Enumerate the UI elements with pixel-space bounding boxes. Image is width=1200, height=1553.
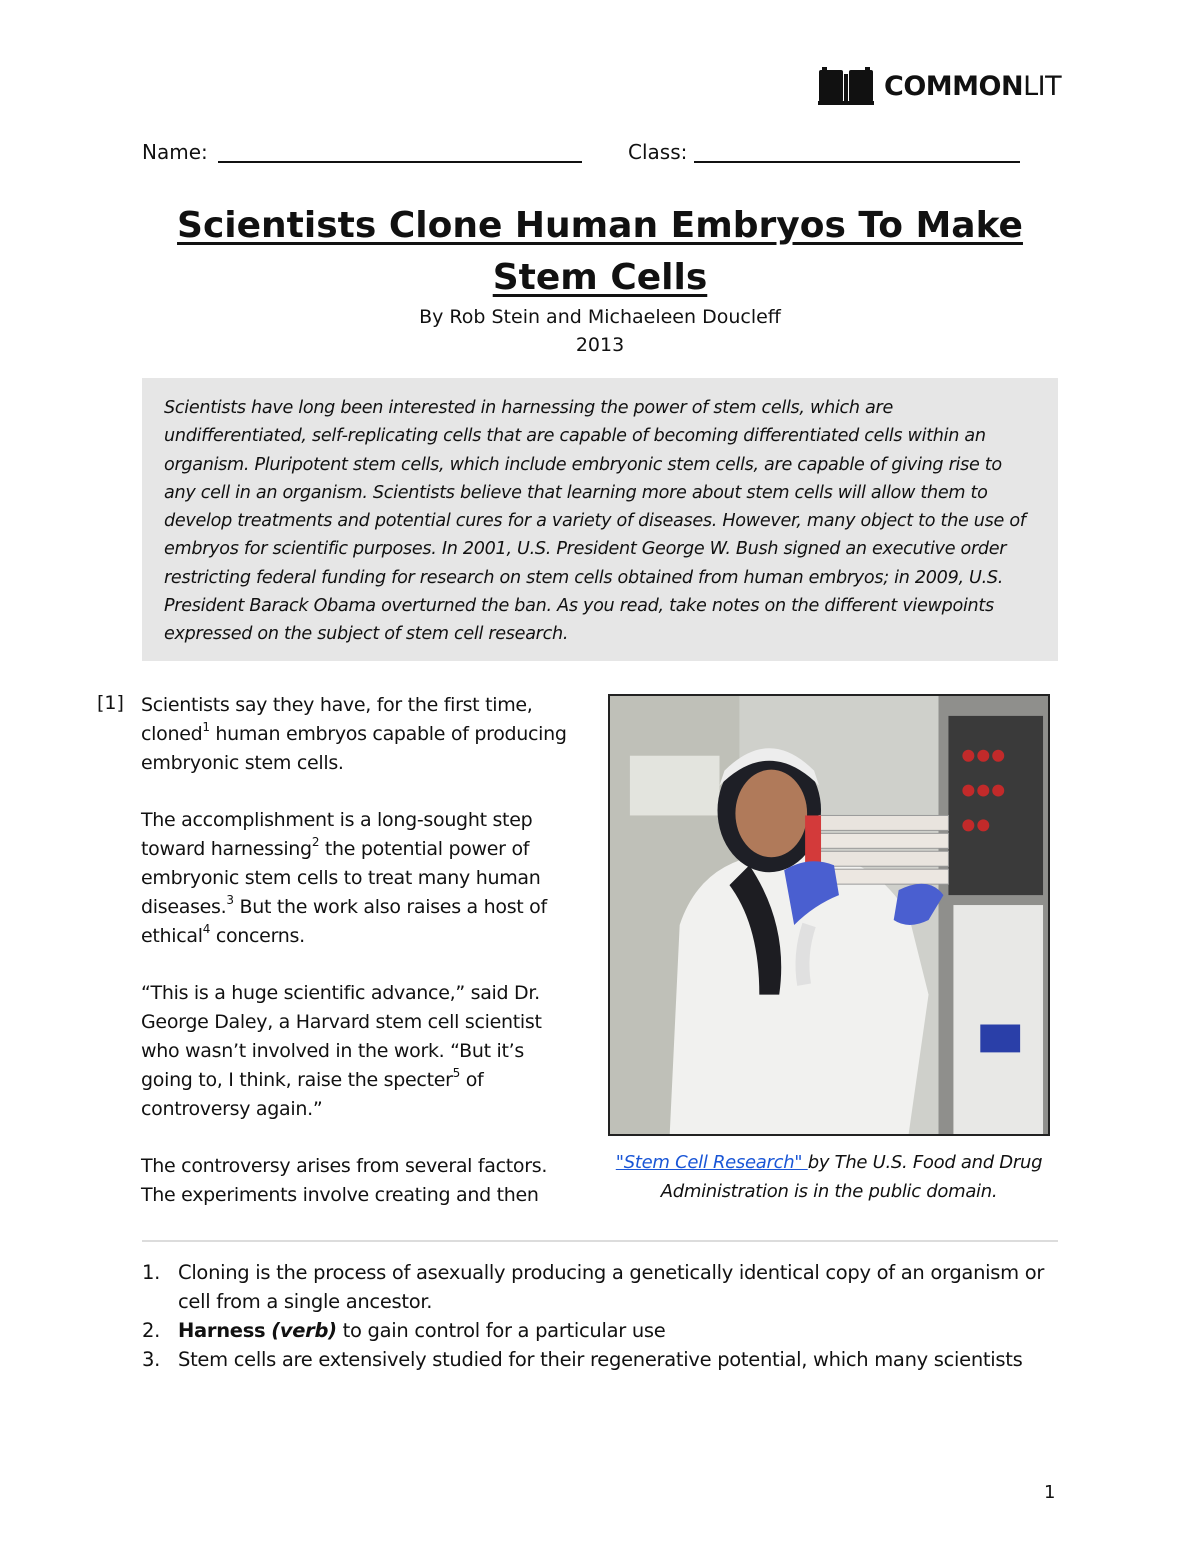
commonlit-logo: [818, 66, 1061, 106]
footnote-ref-3[interactable]: 3: [226, 892, 234, 907]
name-label: Name:: [142, 140, 208, 164]
name-blank-line[interactable]: [218, 161, 582, 163]
footnote-ref-4[interactable]: 4: [202, 921, 211, 936]
open-book-icon: [818, 66, 874, 106]
scientist-photo: [608, 694, 1050, 1136]
article-body: [141, 691, 581, 1238]
intro-box: [142, 378, 1058, 661]
footnote-ref-1[interactable]: 1: [202, 719, 210, 734]
footnote-3: 3. Stem cells are extensively studied for their regenerative potential, which many scientists: [142, 1348, 1023, 1371]
class-blank-line[interactable]: [694, 161, 1020, 163]
paragraph-4: The controversy arises from several factors. The experiments involve creating and then: [141, 1155, 548, 1206]
footnote-1: 1. Cloning is the process of asexually producing a genetically identical copy of an organism or cell from a single ancestor.: [142, 1261, 1045, 1313]
footnote-2: 2. Harness (verb) to gain control for a particular use: [142, 1319, 666, 1342]
logo-wordmark: COMMONLIT: [884, 70, 1062, 102]
photo-scientist-holding-cell-culture-flasks: [610, 696, 1048, 1134]
page-number: 1: [1044, 1482, 1056, 1503]
paragraph-number: [1]: [97, 692, 124, 714]
article-year: 2013: [575, 334, 625, 356]
caption-link[interactable]: "Stem Cell Research": [615, 1152, 808, 1173]
student-info-row: [142, 138, 1060, 168]
footnotes: [142, 1258, 1062, 1374]
paragraph-1: Scientists say they have, for the first time, cloned$^1$ human embryos capable of producing embryonic stem cells.: [141, 694, 567, 774]
footnote-divider: [142, 1240, 1058, 1242]
intro-text: Scientists have long been interested in harnessing the power of stem cells, which are undifferentiated, self-replicating cells that are capable of becoming differentiated cells within an organism. Pluripotent stem cells, which include embryonic stem cells, are capable of giving rise to any cell in an organism. Scientists believe that learning more about stem cells will allow them to develop treatments and potential cures for a variety of diseases. However, many object to the use of embryos for scientific purposes. In 2001, U.S. President George W. Bush signed an executive order restricting federal funding for research on stem cells obtained from human embryos; in 2009, U.S. President Barack Obama overturned the ban. As you read, take notes on the different viewpoints expressed on the subject of stem cell research.: [164, 398, 1026, 645]
photo-caption: "Stem Cell Research" by The U.S. Food and Drug Administration is in the public domain.: [615, 1152, 1043, 1202]
footnote-ref-2[interactable]: 2: [311, 834, 320, 849]
article-title: Scientists Clone Human Embryos To Make Stem Cells: [177, 205, 1023, 298]
paragraph-2: The accomplishment is a long-sought step toward harnessing$^2$ the potential power of embryonic stem cells to treat many human diseases.$^3$ But the work also raises a host of ethical$^4$ concerns.: [141, 809, 547, 947]
footnote-ref-5[interactable]: 5: [452, 1065, 460, 1080]
class-label: Class:: [628, 140, 688, 164]
paragraph-3: “This is a huge scientific advance,” said Dr. George Daley, a Harvard stem cell scientist who wasn’t involved in the work. “But it’s going to, I think, raise the specter$^5$ of controversy again.”: [141, 982, 542, 1120]
article-byline: By Rob Stein and Michaeleen Doucleff: [419, 306, 781, 328]
